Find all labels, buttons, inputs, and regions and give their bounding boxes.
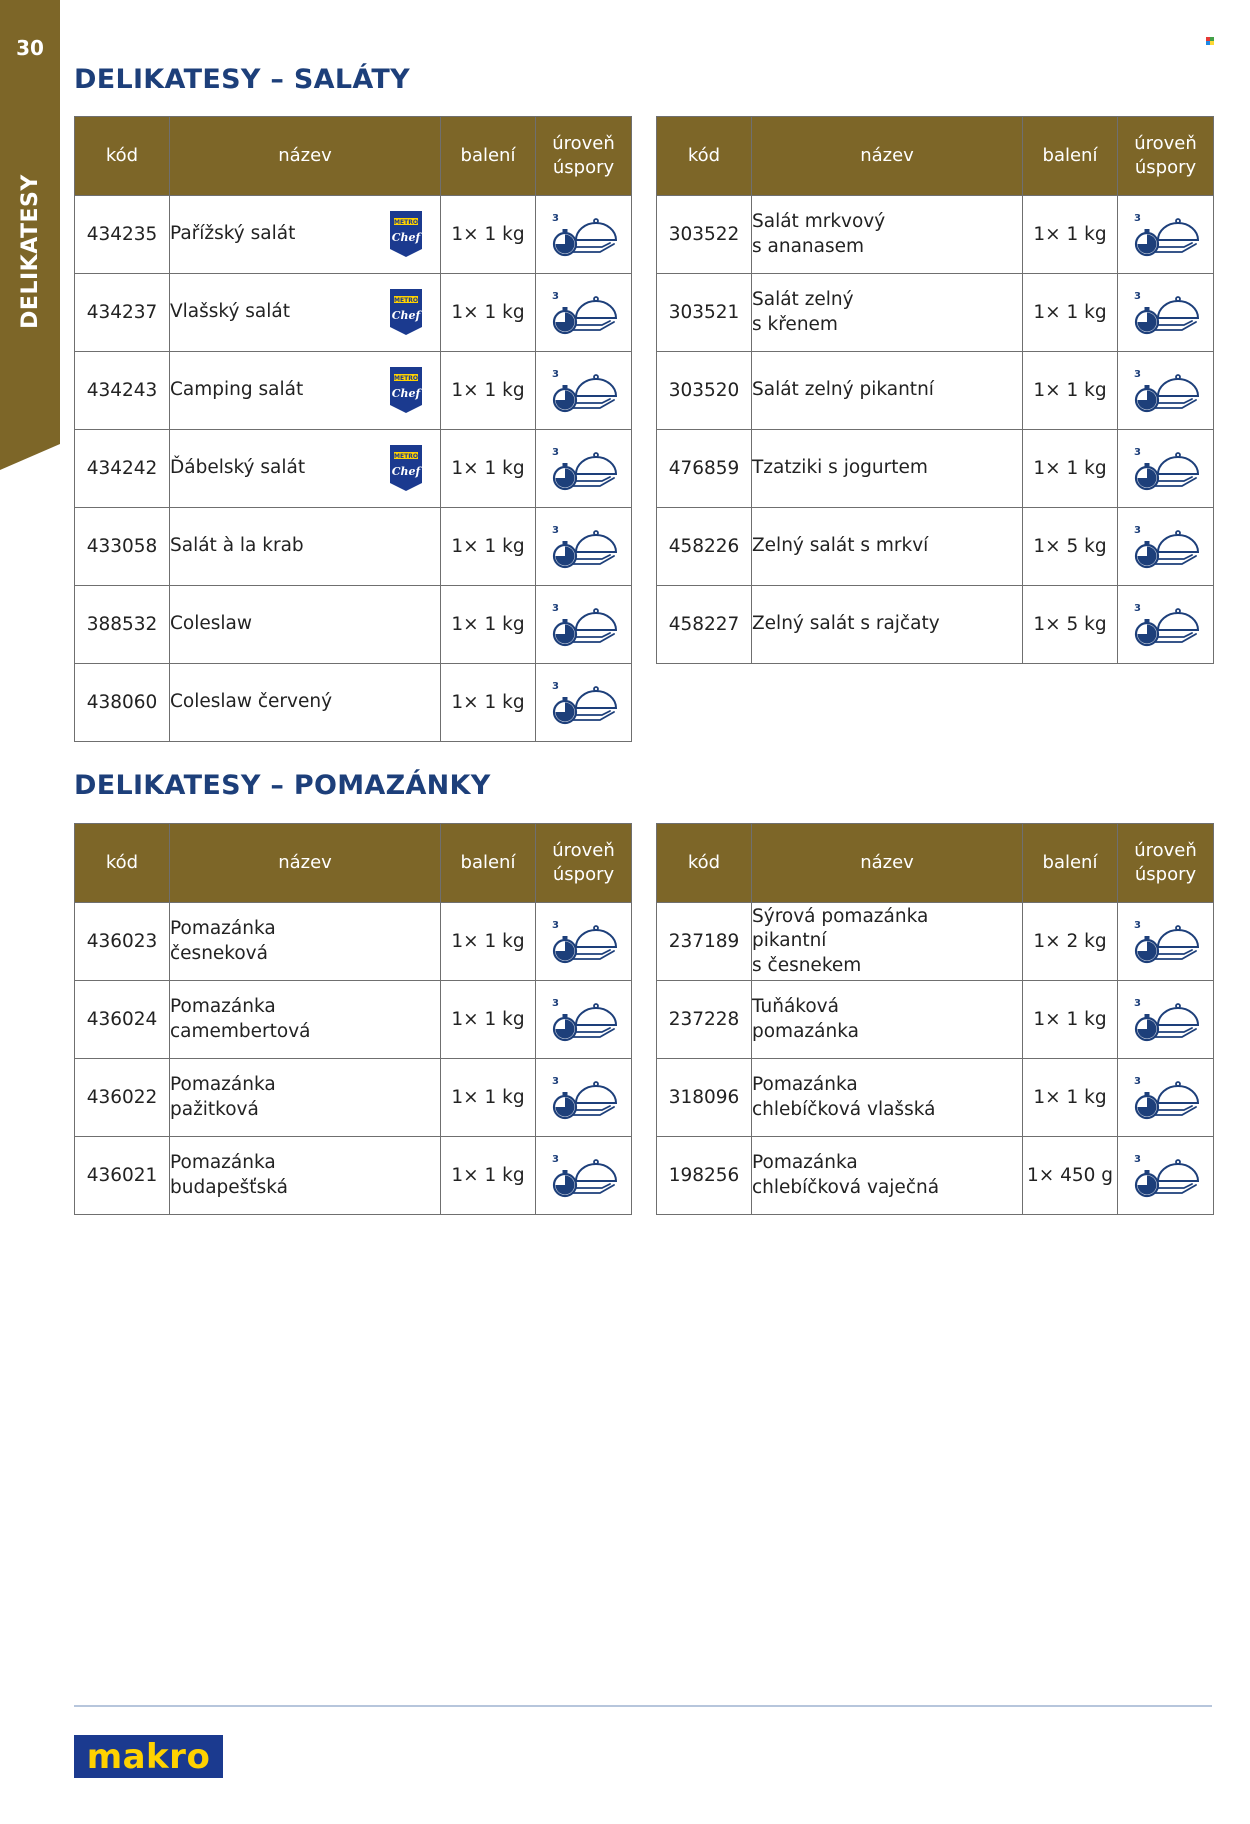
product-pack: 1× 1 kg [1023, 430, 1118, 508]
product-name: Camping salát [170, 379, 304, 401]
product-name: Salát zelný pikantní [752, 379, 934, 401]
product-code: 436021 [75, 1137, 170, 1215]
table-row[interactable] [657, 903, 1214, 981]
savings-level-cell [536, 1137, 632, 1215]
savings-level-cell [536, 664, 632, 742]
product-pack: 1× 1 kg [1023, 274, 1118, 352]
product-name-cell [752, 586, 1023, 664]
product-pack: 1× 1 kg [441, 196, 536, 274]
header-name: název [170, 117, 441, 196]
table-row[interactable] [75, 981, 632, 1059]
table-row[interactable] [75, 352, 632, 430]
product-code: 438060 [75, 664, 170, 742]
svg-text:Chef: Chef [391, 387, 421, 400]
product-name: Sýrová pomazánka pikantní s česnekem [752, 906, 929, 976]
table-header-row [657, 117, 1214, 196]
cloche-hand-clock-icon [1132, 600, 1200, 650]
cloche-hand-clock-icon [1132, 1151, 1200, 1201]
product-name: Vlašský salát [170, 301, 290, 323]
page-number: 30 [16, 36, 44, 60]
table-row[interactable] [75, 274, 632, 352]
product-name: Tzatziki s jogurtem [752, 457, 928, 479]
header-code: kód [75, 117, 170, 196]
product-name-cell [752, 508, 1023, 586]
product-pack: 1× 1 kg [1023, 352, 1118, 430]
cloche-hand-clock-icon [1132, 288, 1200, 338]
svg-text:Chef: Chef [391, 465, 421, 478]
product-code: 434235 [75, 196, 170, 274]
cloche-hand-clock-icon [1132, 366, 1200, 416]
product-name-cell [752, 903, 1023, 981]
product-pack: 1× 1 kg [1023, 981, 1118, 1059]
side-section-label: DELIKATESY [17, 173, 43, 329]
header-level: úroveň úspory [536, 824, 632, 903]
metro-chef-badge-icon [388, 365, 424, 415]
table-header-row [657, 824, 1214, 903]
product-pack: 1× 1 kg [441, 664, 536, 742]
table-row[interactable] [75, 1059, 632, 1137]
table-row[interactable] [75, 664, 632, 742]
product-pack: 1× 5 kg [1023, 508, 1118, 586]
svg-text:3: 3 [551, 997, 559, 1009]
product-name: Coleslaw červený [170, 691, 333, 713]
metro-chef-badge-icon [388, 209, 424, 259]
savings-level-cell [536, 1059, 632, 1137]
product-name-cell [170, 196, 441, 274]
product-name-cell [170, 274, 441, 352]
svg-text:3: 3 [551, 602, 559, 614]
product-pack: 1× 2 kg [1023, 903, 1118, 981]
product-pack: 1× 1 kg [441, 430, 536, 508]
savings-level-cell [536, 196, 632, 274]
product-pack: 1× 1 kg [441, 1137, 536, 1215]
header-level: úroveň úspory [1118, 117, 1214, 196]
product-name-cell [170, 586, 441, 664]
section-title-salaty: DELIKATESY – SALÁTY [74, 64, 411, 95]
product-pack: 1× 1 kg [1023, 196, 1118, 274]
section-title-pomazanky: DELIKATESY – POMAZÁNKY [74, 770, 491, 801]
product-name-cell [752, 274, 1023, 352]
product-code: 434243 [75, 352, 170, 430]
cloche-hand-clock-icon [1132, 1073, 1200, 1123]
product-name-cell [170, 508, 441, 586]
cloche-hand-clock-icon [1132, 995, 1200, 1045]
footer-divider [74, 1705, 1212, 1707]
product-name-cell [170, 1059, 441, 1137]
product-name-cell [752, 1059, 1023, 1137]
product-name-cell [752, 1137, 1023, 1215]
product-code: 436022 [75, 1059, 170, 1137]
cloche-hand-clock-icon [550, 678, 618, 728]
table-header-row [75, 117, 632, 196]
product-name: Coleslaw [170, 613, 253, 635]
table-row[interactable] [657, 430, 1214, 508]
savings-level-cell [536, 981, 632, 1059]
svg-text:METRO: METRO [394, 453, 418, 460]
product-name: Salát à la krab [170, 535, 304, 557]
table-row[interactable] [657, 352, 1214, 430]
product-name: Ďábelský salát [170, 457, 306, 479]
metro-chef-badge-icon [388, 443, 424, 493]
metro-chef-badge-icon [388, 287, 424, 337]
product-code: 237228 [657, 981, 752, 1059]
cloche-hand-clock-icon [1132, 917, 1200, 967]
header-name: název [752, 824, 1023, 903]
svg-text:3: 3 [1133, 1075, 1141, 1087]
product-name: Salát zelný s křenem [752, 289, 854, 335]
product-name: Tuňáková pomazánka [752, 996, 859, 1042]
product-name-cell [752, 196, 1023, 274]
table-row[interactable] [75, 586, 632, 664]
product-name: Pomazánka chlebíčková vlašská [752, 1074, 936, 1120]
product-pack: 1× 1 kg [441, 1059, 536, 1137]
product-name: Pomazánka budapešťská [170, 1152, 288, 1198]
product-name: Salát mrkvový s ananasem [752, 211, 886, 257]
cloche-hand-clock-icon [550, 288, 618, 338]
product-name-cell [752, 352, 1023, 430]
header-code: kód [75, 824, 170, 903]
svg-text:3: 3 [1133, 602, 1141, 614]
svg-text:3: 3 [551, 290, 559, 302]
table-row[interactable] [657, 508, 1214, 586]
product-name-cell [170, 1137, 441, 1215]
savings-level-cell [1118, 352, 1214, 430]
svg-text:3: 3 [551, 1075, 559, 1087]
table-row[interactable] [657, 1137, 1214, 1215]
product-name-cell [752, 981, 1023, 1059]
product-name: Pomazánka pažitková [170, 1074, 276, 1120]
product-code: 436023 [75, 903, 170, 981]
header-code: kód [657, 117, 752, 196]
header-name: název [752, 117, 1023, 196]
header-level: úroveň úspory [1118, 824, 1214, 903]
product-name-cell [170, 352, 441, 430]
svg-text:3: 3 [551, 524, 559, 536]
cloche-hand-clock-icon [550, 1073, 618, 1123]
product-code: 318096 [657, 1059, 752, 1137]
product-code: 436024 [75, 981, 170, 1059]
savings-level-cell [1118, 903, 1214, 981]
header-pack: balení [441, 117, 536, 196]
product-pack: 1× 1 kg [441, 586, 536, 664]
product-name: Pomazánka česneková [170, 918, 276, 964]
table-row[interactable] [75, 508, 632, 586]
savings-level-cell [536, 586, 632, 664]
product-name: Pařížský salát [170, 223, 296, 245]
table-row[interactable] [75, 903, 632, 981]
cloche-hand-clock-icon [1132, 210, 1200, 260]
table-row[interactable] [75, 430, 632, 508]
svg-text:3: 3 [1133, 919, 1141, 931]
product-code: 458227 [657, 586, 752, 664]
svg-text:3: 3 [1133, 997, 1141, 1009]
svg-text:3: 3 [1133, 524, 1141, 536]
product-pack: 1× 1 kg [441, 981, 536, 1059]
product-name-cell [170, 903, 441, 981]
savings-level-cell [536, 508, 632, 586]
table-row[interactable] [657, 981, 1214, 1059]
svg-text:3: 3 [551, 680, 559, 692]
svg-text:Chef: Chef [391, 231, 421, 244]
product-code: 434237 [75, 274, 170, 352]
table-row[interactable] [657, 196, 1214, 274]
product-pack: 1× 450 g [1023, 1137, 1118, 1215]
product-pack: 1× 1 kg [1023, 1059, 1118, 1137]
header-name: název [170, 824, 441, 903]
svg-text:3: 3 [1133, 368, 1141, 380]
makro-logo[interactable]: makro [74, 1735, 223, 1778]
header-pack: balení [1023, 117, 1118, 196]
svg-text:METRO: METRO [394, 297, 418, 304]
product-code: 458226 [657, 508, 752, 586]
savings-level-cell [536, 352, 632, 430]
table-salaty-right [656, 116, 1214, 664]
table-row[interactable] [657, 274, 1214, 352]
product-pack: 1× 1 kg [441, 903, 536, 981]
table-row[interactable] [657, 1059, 1214, 1137]
cloche-hand-clock-icon [550, 522, 618, 572]
product-pack: 1× 5 kg [1023, 586, 1118, 664]
product-code: 476859 [657, 430, 752, 508]
savings-level-cell [536, 903, 632, 981]
cloche-hand-clock-icon [1132, 444, 1200, 494]
svg-text:3: 3 [551, 368, 559, 380]
cloche-hand-clock-icon [550, 444, 618, 494]
product-name: Pomazánka camembertová [170, 996, 311, 1042]
svg-text:3: 3 [551, 446, 559, 458]
svg-text:METRO: METRO [394, 375, 418, 382]
product-code: 433058 [75, 508, 170, 586]
product-code: 434242 [75, 430, 170, 508]
table-row[interactable] [75, 1137, 632, 1215]
product-name: Zelný salát s mrkví [752, 535, 929, 557]
product-name-cell [170, 664, 441, 742]
svg-text:3: 3 [551, 919, 559, 931]
cloche-hand-clock-icon [550, 917, 618, 967]
corner-color-mark [1206, 37, 1214, 45]
header-level: úroveň úspory [536, 117, 632, 196]
header-pack: balení [1023, 824, 1118, 903]
savings-level-cell [1118, 430, 1214, 508]
product-code: 303520 [657, 352, 752, 430]
svg-text:3: 3 [1133, 1153, 1141, 1165]
savings-level-cell [1118, 508, 1214, 586]
table-row[interactable] [657, 586, 1214, 664]
svg-text:METRO: METRO [394, 219, 418, 226]
product-pack: 1× 1 kg [441, 274, 536, 352]
product-name-cell [170, 430, 441, 508]
product-code: 237189 [657, 903, 752, 981]
product-code: 198256 [657, 1137, 752, 1215]
savings-level-cell [536, 430, 632, 508]
product-name-cell [170, 981, 441, 1059]
product-pack: 1× 1 kg [441, 508, 536, 586]
product-name-cell [752, 430, 1023, 508]
product-code: 303521 [657, 274, 752, 352]
table-row[interactable] [75, 196, 632, 274]
svg-text:3: 3 [1133, 290, 1141, 302]
svg-text:3: 3 [1133, 212, 1141, 224]
table-salaty-left [74, 116, 632, 742]
svg-text:3: 3 [1133, 446, 1141, 458]
cloche-hand-clock-icon [1132, 522, 1200, 572]
cloche-hand-clock-icon [550, 995, 618, 1045]
savings-level-cell [1118, 1059, 1214, 1137]
product-code: 388532 [75, 586, 170, 664]
savings-level-cell [1118, 274, 1214, 352]
table-pomazanky-left [74, 823, 632, 1215]
table-header-row [75, 824, 632, 903]
table-pomazanky-right [656, 823, 1214, 1215]
cloche-hand-clock-icon [550, 366, 618, 416]
savings-level-cell [536, 274, 632, 352]
cloche-hand-clock-icon [550, 600, 618, 650]
product-name: Zelný salát s rajčaty [752, 613, 940, 635]
header-pack: balení [441, 824, 536, 903]
savings-level-cell [1118, 586, 1214, 664]
savings-level-cell [1118, 196, 1214, 274]
savings-level-cell [1118, 1137, 1214, 1215]
savings-level-cell [1118, 981, 1214, 1059]
cloche-hand-clock-icon [550, 210, 618, 260]
product-code: 303522 [657, 196, 752, 274]
svg-text:Chef: Chef [391, 309, 421, 322]
product-pack: 1× 1 kg [441, 352, 536, 430]
svg-text:3: 3 [551, 1153, 559, 1165]
product-name: Pomazánka chlebíčková vaječná [752, 1152, 940, 1198]
cloche-hand-clock-icon [550, 1151, 618, 1201]
header-code: kód [657, 824, 752, 903]
svg-text:3: 3 [551, 212, 559, 224]
